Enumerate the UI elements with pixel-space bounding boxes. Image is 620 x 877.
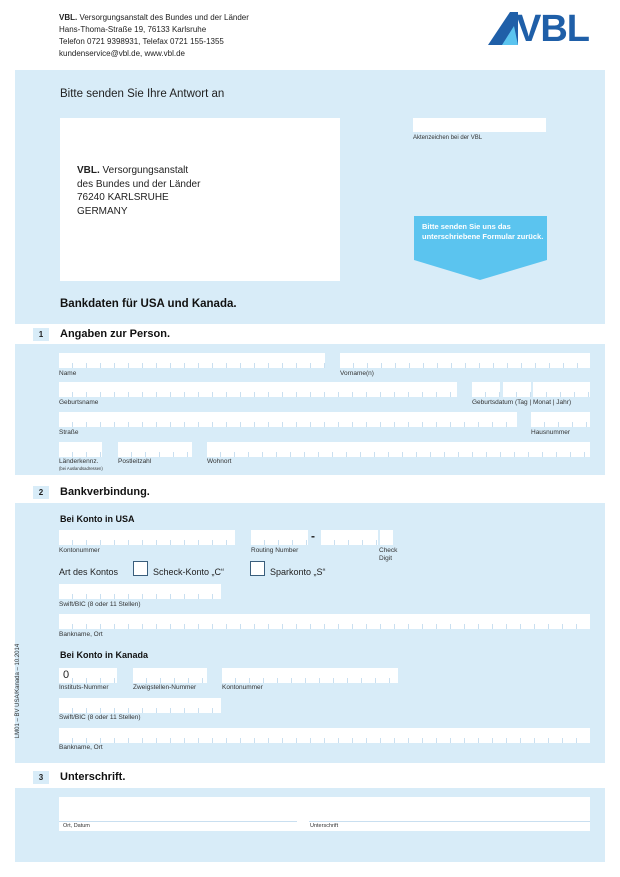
usa-check-label-2: Digit xyxy=(379,555,393,562)
sparkonto-label: Sparkonto „S“ xyxy=(270,567,326,577)
hausnummer-field[interactable] xyxy=(531,412,590,427)
routing-dash: - xyxy=(311,529,315,543)
kanada-kontonummer-field[interactable] xyxy=(222,668,398,683)
section2-title: Bankverbindung. xyxy=(60,486,150,498)
ort-datum-line xyxy=(59,821,297,822)
laenderkennz-label: Länderkennz. xyxy=(59,458,99,465)
vorname-field[interactable] xyxy=(340,353,590,368)
header-address: Hans-Thoma-Straße 19, 76133 Karlsruhe xyxy=(59,25,207,34)
vorname-label: Vorname(n) xyxy=(340,370,374,377)
hausnummer-label: Hausnummer xyxy=(531,429,571,436)
callout-text: Bitte senden Sie uns das unterschriebene Formular zurück. xyxy=(422,222,544,241)
usa-bankname-field[interactable] xyxy=(59,614,590,629)
usa-title: Bei Konto in USA xyxy=(60,514,135,524)
section2-number: 2 xyxy=(33,486,49,499)
callout-box xyxy=(414,216,547,280)
reply-address-line4: GERMANY xyxy=(77,205,128,217)
usa-bankname-label: Bankname, Ort xyxy=(59,631,103,638)
geburtsdatum-label: Geburtsdatum (Tag | Monat | Jahr) xyxy=(472,399,572,406)
reference-field[interactable] xyxy=(413,118,546,132)
wohnort-field[interactable] xyxy=(207,442,590,457)
geburtsdatum-monat-field[interactable] xyxy=(503,382,531,397)
header-phone: Telefon 0721 9398931, Telefax 0721 155-1355 xyxy=(59,37,224,46)
scheck-konto-label: Scheck-Konto „C“ xyxy=(153,567,225,577)
section1-number: 1 xyxy=(33,328,49,341)
kanada-institut-field[interactable] xyxy=(59,668,117,683)
header-org xyxy=(59,12,249,23)
unterschrift-label: Unterschrift xyxy=(310,823,339,829)
laenderkennz-note: (bei Auslandsadressen) xyxy=(59,466,103,471)
scheck-konto-checkbox[interactable] xyxy=(133,561,148,576)
unterschrift-line xyxy=(309,821,590,822)
header-org-name: Versorgungsanstalt des Bundes und der Länder xyxy=(77,13,249,22)
reply-address xyxy=(77,164,200,218)
art-des-kontos-label: Art des Kontos xyxy=(59,567,119,577)
header-email-web: kundenservice@vbl.de, www.vbl.de xyxy=(59,49,185,58)
kanada-title: Bei Konto in Kanada xyxy=(60,650,149,660)
reference-label: Aktenzeichen bei der VBL xyxy=(413,135,483,141)
ort-datum-label: Ort, Datum xyxy=(63,823,90,829)
usa-routing-field-2[interactable] xyxy=(321,530,378,545)
usa-check-label-1: Check xyxy=(379,547,398,554)
name-label: Name xyxy=(59,370,77,377)
reply-address-short: VBL. xyxy=(77,165,100,176)
header-org-short: VBL. xyxy=(59,13,78,22)
geburtsdatum-jahr-field[interactable] xyxy=(533,382,590,397)
vbl-logo-text: VBL xyxy=(516,8,589,50)
strasse-label: Straße xyxy=(59,429,79,436)
kanada-zweigstelle-label: Zweigstellen-Nummer xyxy=(133,684,197,691)
geburtsname-field[interactable] xyxy=(59,382,457,397)
geburtsname-label: Geburtsname xyxy=(59,399,99,406)
postleitzahl-label: Postleitzahl xyxy=(118,458,152,465)
usa-kontonummer-label: Kontonummer xyxy=(59,547,100,554)
kanada-swift-field[interactable] xyxy=(59,698,221,713)
section3-title: Unterschrift. xyxy=(60,771,126,783)
reply-address-line3: 76240 KARLSRUHE xyxy=(77,192,169,203)
usa-routing-field-1[interactable] xyxy=(251,530,308,545)
usa-kontonummer-field[interactable] xyxy=(59,530,235,545)
reply-address-line1: Versorgungsanstalt xyxy=(99,165,189,176)
kanada-institut-value: 0 xyxy=(63,669,70,681)
kanada-swift-label: Swift/BIC (8 oder 11 Stellen) xyxy=(59,714,141,721)
usa-swift-label: Swift/BIC (8 oder 11 Stellen) xyxy=(59,601,141,608)
usa-routing-label: Routing Number xyxy=(251,547,299,554)
sparkonto-checkbox[interactable] xyxy=(250,561,265,576)
wohnort-label: Wohnort xyxy=(207,458,232,465)
usa-check-digit-field[interactable] xyxy=(380,530,393,545)
strasse-field[interactable] xyxy=(59,412,517,427)
usa-swift-field[interactable] xyxy=(59,584,221,599)
postleitzahl-field[interactable] xyxy=(118,442,192,457)
form-title: Bankdaten für USA und Kanada. xyxy=(60,298,237,310)
geburtsdatum-tag-field[interactable] xyxy=(472,382,500,397)
name-field[interactable] xyxy=(59,353,325,368)
reply-title: Bitte senden Sie Ihre Antwort an xyxy=(60,88,225,100)
vbl-logo xyxy=(488,10,608,48)
section1-title: Angaben zur Person. xyxy=(60,328,171,340)
kanada-bankname-label: Bankname, Ort xyxy=(59,744,103,751)
reply-address-line2: des Bundes und der Länder xyxy=(77,178,201,190)
side-code: LM01 – BV USA/Kanada – 10.2014 xyxy=(15,643,21,739)
kanada-institut-label: Instituts-Nummer xyxy=(59,684,109,691)
laenderkennz-field[interactable] xyxy=(59,442,102,457)
kanada-zweigstelle-field[interactable] xyxy=(133,668,207,683)
section3-number: 3 xyxy=(33,771,49,784)
kanada-bankname-field[interactable] xyxy=(59,728,590,743)
kanada-kontonummer-label: Kontonummer xyxy=(222,684,263,691)
